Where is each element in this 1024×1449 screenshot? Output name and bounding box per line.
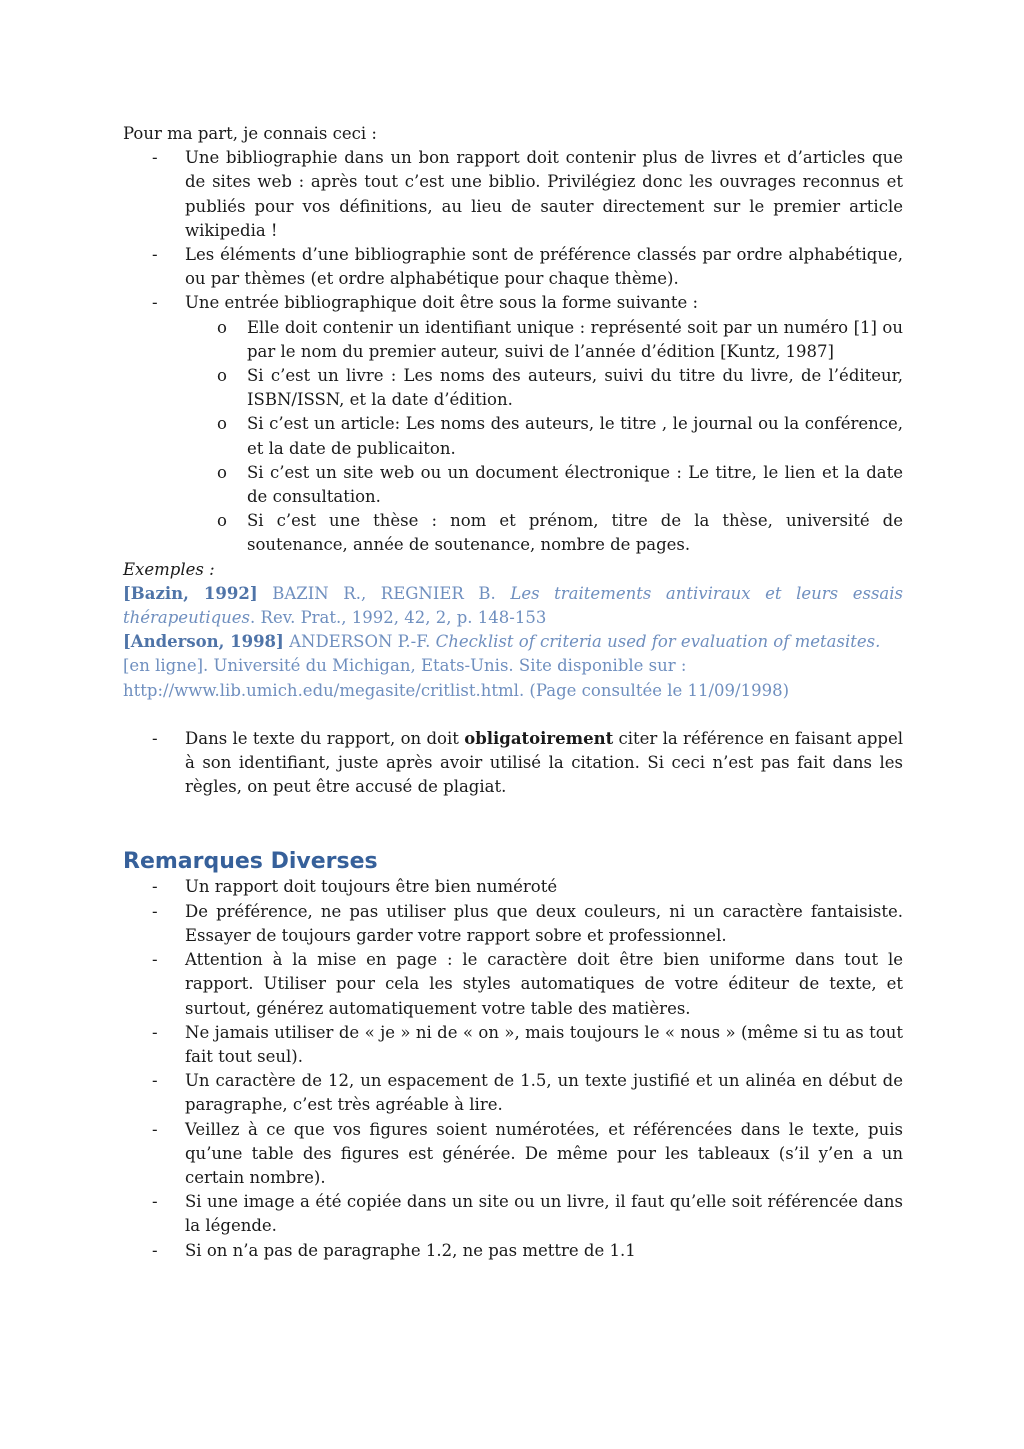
citation-emphasis: obligatoirement	[464, 728, 614, 748]
dash-marker: -	[152, 1022, 158, 1042]
reference-authors: BAZIN R., REGNIER B.	[257, 583, 511, 603]
reference-tag: [Anderson, 1998]	[123, 632, 284, 652]
dash-marker: -	[152, 1119, 158, 1139]
sub-list-item-text: Si c’est un site web ou un document électronique : Le titre, le lien et la date de consultation.	[247, 462, 903, 507]
dash-marker: -	[152, 901, 158, 921]
sub-list-item	[123, 364, 903, 412]
citation-text-before: Dans le texte du rapport, on doit	[185, 728, 465, 748]
list-item	[123, 1021, 903, 1069]
list-item	[123, 1239, 903, 1263]
intro-text: Pour ma part, je connais ceci :	[123, 124, 377, 143]
list-item-text: Attention à la mise en page : le caractère doit être bien uniforme dans tout le rapport. Utiliser pour cela les styles automatiques de votre éditeur de texte, et surtout, générez automatiquement votre table des matières.	[185, 950, 903, 1018]
dash-marker: -	[152, 148, 158, 168]
list-item-text: Si on n’a pas de paragraphe 1.2, ne pas mettre de 1.1	[185, 1240, 636, 1260]
sub-list-item	[123, 509, 903, 557]
list-item-text: Un caractère de 12, un espacement de 1.5, un texte justifié et un alinéa en début de paragraphe, c’est très agréable à lire.	[185, 1071, 903, 1115]
biblio-list	[123, 146, 903, 315]
sub-list-item	[123, 461, 903, 509]
reference-anderson-source: [en ligne]. Université du Michigan, Etats-Unis. Site disponible sur :	[123, 656, 687, 676]
circle-marker: o	[217, 511, 227, 531]
list-item-text: Une bibliographie dans un bon rapport doit contenir plus de livres et d’articles que de sites web : après tout c’est une biblio. Privilégiez donc les ouvrages reconnus et publiés pour vos définitions, au lieu de sauter directement sur le premier article wikipedia !	[185, 148, 903, 240]
dash-marker: -	[152, 1192, 158, 1212]
list-item-text: Veillez à ce que vos figures soient numérotées, et référencées dans le texte, puis qu’une table des figures est générée. De même pour les tableaux (s’il y’en a un certain nombre).	[185, 1119, 903, 1187]
reference-anderson-link: http://www.lib.umich.edu/megasite/critlist.html. (Page consultée le 11/09/1998)	[123, 680, 790, 700]
sub-list-item-text: Elle doit contenir un identifiant unique : représenté soit par un numéro [1] ou par le nom du premier auteur, suivi de l’année d’édition [Kuntz, 1987]	[247, 317, 903, 361]
reference-anderson	[123, 630, 903, 654]
dash-marker: -	[152, 877, 158, 897]
circle-marker: o	[217, 366, 227, 386]
reference-details: . Rev. Prat., 1992, 42, 2, p. 148-153	[250, 608, 547, 628]
entry-format-list	[123, 316, 903, 558]
list-item	[123, 1190, 903, 1238]
list-item	[123, 875, 903, 899]
list-item	[123, 146, 903, 243]
sub-list-item-text: Si c’est un article: Les noms des auteurs, le titre , le journal ou la conférence, et la date de publicaiton.	[247, 414, 903, 458]
citation-list	[123, 727, 903, 800]
dash-marker: -	[152, 728, 158, 748]
citation-text-after: citer la référence en faisant appel à son identifiant, juste après avoir utilisé la citation. Si ceci n’est pas fait dans les règles, on peut être accusé de plagiat.	[185, 728, 903, 797]
spacer	[123, 799, 903, 847]
list-item-text: Si une image a été copiée dans un site ou un livre, il faut qu’elle soit référencée dans la légende.	[185, 1192, 903, 1236]
dash-marker: -	[152, 245, 158, 265]
list-item-text: Ne jamais utiliser de « je » ni de « on », mais toujours le « nous » (même si tu as tout fait tout seul).	[185, 1022, 903, 1066]
remarques-list	[123, 875, 903, 1262]
list-item	[123, 900, 903, 948]
circle-marker: o	[217, 462, 227, 482]
dash-marker: -	[152, 1071, 158, 1091]
list-item	[123, 948, 903, 1021]
dash-marker: -	[152, 950, 158, 970]
reference-title: Checklist of criteria used for evaluation of metasites.	[435, 632, 881, 652]
spacer	[123, 703, 903, 727]
circle-marker: o	[217, 414, 227, 434]
list-item	[123, 1069, 903, 1117]
examples-label: Exemples :	[123, 559, 215, 579]
sub-list-item-text: Si c’est un livre : Les noms des auteurs, suivi du titre du livre, de l’éditeur, ISBN/ISSN, et la date d’édition.	[247, 366, 903, 410]
document-page	[123, 122, 903, 1263]
section-heading: Remarques Diverses	[123, 849, 378, 875]
list-item	[123, 1118, 903, 1191]
reference-authors: ANDERSON P.-F.	[283, 632, 436, 652]
sub-list-item	[123, 316, 903, 364]
dash-marker: -	[152, 293, 158, 313]
list-item-text: De préférence, ne pas utiliser plus que deux couleurs, ni un caractère fantaisiste. Essayer de toujours garder votre rapport sobre et professionnel.	[185, 901, 903, 945]
sub-list-item-text: Si c’est une thèse : nom et prénom, titre de la thèse, université de soutenance, année de soutenance, nombre de pages.	[247, 511, 903, 555]
list-item	[123, 727, 903, 800]
dash-marker: -	[152, 1240, 158, 1260]
list-item	[123, 291, 903, 315]
sub-list-item	[123, 412, 903, 460]
list-item	[123, 243, 903, 291]
reference-title: Les traitements antiviraux et leurs essais thérapeutiques	[123, 583, 903, 628]
reference-tag: [Bazin, 1992]	[123, 583, 258, 603]
list-item-text: Un rapport doit toujours être bien numéroté	[185, 877, 558, 897]
list-item-text: Une entrée bibliographique doit être sous la forme suivante :	[185, 293, 699, 313]
list-item-text: Les éléments d’une bibliographie sont de préférence classés par ordre alphabétique, ou par thèmes (et ordre alphabétique pour chaque thème).	[185, 245, 903, 289]
reference-bazin	[123, 582, 903, 630]
circle-marker: o	[217, 317, 227, 337]
